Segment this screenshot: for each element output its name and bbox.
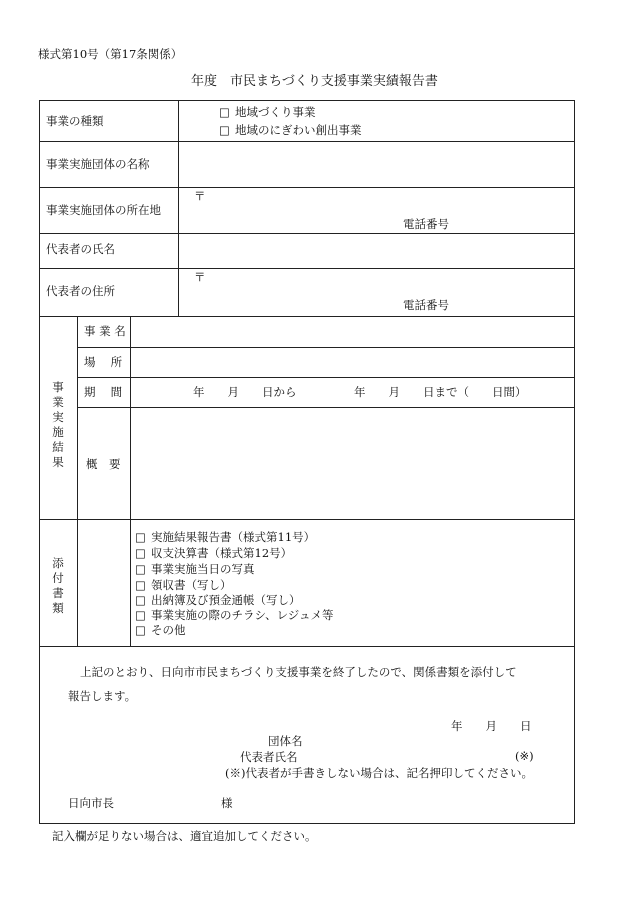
type-option-label: 地域のにぎわい創出事業 (235, 123, 362, 137)
attachment-item[interactable] (135, 545, 292, 561)
row-divider (40, 141, 574, 142)
footer-note: 記入欄が足りない場合は、適宜追加してください。 (52, 829, 317, 843)
page-title: 年度 市民まちづくり支援事業実績報告書 (191, 74, 438, 89)
rep-address-label: 代表者の住所 (46, 284, 115, 298)
attachment-item[interactable] (135, 529, 315, 545)
postal-mark: 〒 (194, 189, 206, 203)
results-section-label: 事業実施結果 (52, 380, 64, 469)
date-field: 年 月 日 (451, 719, 532, 733)
col-divider (178, 101, 179, 316)
overview-label: 概 要 (86, 457, 121, 471)
attachment-item[interactable] (135, 592, 301, 608)
attachment-item[interactable] (135, 607, 334, 623)
col-divider (130, 316, 131, 646)
type-label: 事業の種類 (46, 114, 104, 128)
attachment-label: 領収書（写し） (151, 578, 232, 592)
attachment-item[interactable] (135, 577, 232, 593)
checkbox-icon[interactable]: □ (135, 530, 146, 544)
period-label: 期 間 (84, 385, 123, 399)
period-text: 年 月 日から 年 月 日まで（ 日間） (193, 385, 527, 399)
group-name-label: 事業実施団体の名称 (46, 157, 150, 171)
attachment-label: 実施結果報告書（様式第11号） (151, 530, 316, 544)
row-divider (40, 316, 574, 317)
row-divider (40, 233, 574, 234)
honorific: 様 (221, 796, 233, 810)
attachment-label: 収支決算書（様式第12号） (151, 546, 293, 560)
checkbox-icon[interactable]: □ (135, 546, 146, 560)
declaration-line-1: 上記のとおり、日向市市民まちづくり支援事業を終了したので、関係書類を添付して (80, 665, 517, 679)
attachment-label: 事業実施当日の写真 (151, 562, 255, 576)
phone-label: 電話番号 (403, 298, 449, 312)
phone-label: 電話番号 (403, 217, 449, 231)
checkbox-icon[interactable]: □ (219, 105, 230, 119)
addressee: 日向市長 (68, 796, 114, 810)
declaration-line-2: 報告します。 (68, 689, 137, 703)
col-divider (77, 316, 78, 646)
attachment-label: 事業実施の際のチラシ、レジュメ等 (151, 608, 334, 622)
form-number: 様式第10号（第17条関係） (38, 47, 183, 61)
checkbox-icon[interactable]: □ (219, 123, 230, 137)
attachment-item[interactable] (135, 622, 186, 638)
signature-note: (※)代表者が手書きしない場合は、記名押印してください。 (225, 766, 533, 780)
checkbox-icon[interactable]: □ (135, 562, 146, 576)
group-address-label: 事業実施団体の所在地 (46, 203, 161, 217)
attachment-label: その他 (151, 623, 186, 637)
signature-mark: (※) (515, 749, 534, 763)
attachment-label: 出納簿及び預金通帳（写し） (151, 593, 301, 607)
rep-name-field: 代表者氏名 (240, 750, 298, 764)
row-divider (40, 187, 574, 188)
checkbox-icon[interactable]: □ (135, 608, 146, 622)
place-label: 場 所 (84, 355, 123, 369)
type-option[interactable] (219, 122, 362, 138)
row-divider (77, 347, 574, 348)
rep-name-label: 代表者の氏名 (46, 242, 115, 256)
event-name-label: 事 業 名 (84, 324, 126, 338)
checkbox-icon[interactable]: □ (135, 593, 146, 607)
row-divider (40, 646, 574, 647)
checkbox-icon[interactable]: □ (135, 623, 146, 637)
checkbox-icon[interactable]: □ (135, 578, 146, 592)
row-divider (40, 519, 574, 520)
attachments-section-label: 添付書類 (52, 556, 64, 615)
group-name-field: 団体名 (268, 734, 303, 748)
row-divider (77, 377, 574, 378)
type-option-label: 地域づくり事業 (235, 105, 316, 119)
attachment-item[interactable] (135, 561, 255, 577)
row-divider (40, 268, 574, 269)
postal-mark: 〒 (194, 270, 206, 284)
row-divider (77, 407, 574, 408)
type-option[interactable] (219, 104, 316, 120)
